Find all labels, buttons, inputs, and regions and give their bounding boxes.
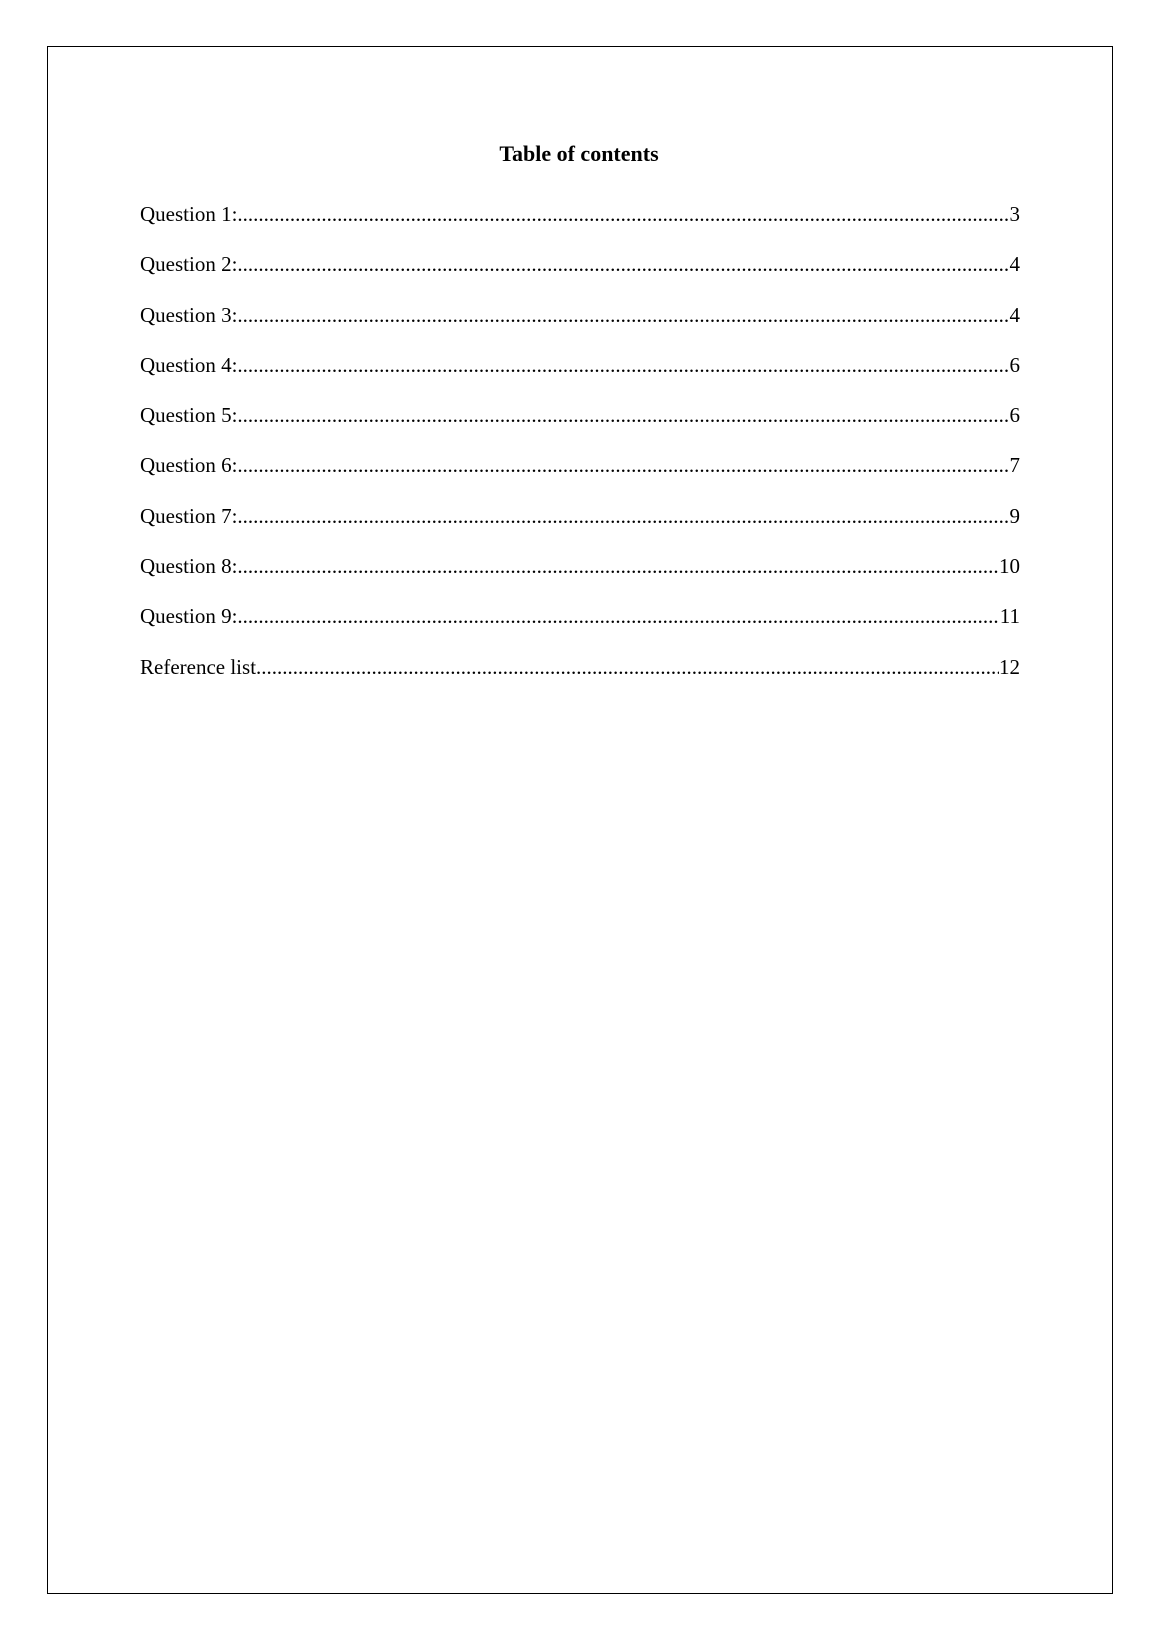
toc-entry-label: Question 2:	[140, 252, 238, 277]
toc-entry-question-9[interactable]	[140, 601, 1020, 651]
toc-entry-question-2[interactable]	[140, 249, 1020, 299]
toc-entry-label: Reference list	[140, 654, 257, 679]
toc-entry-question-8[interactable]	[140, 551, 1020, 601]
toc-entry-reference-list[interactable]	[140, 652, 1020, 702]
toc-entry-page-number: 12	[999, 654, 1020, 679]
toc-dot-leader	[237, 350, 1009, 380]
toc-entry-question-6[interactable]	[140, 450, 1020, 500]
toc-title: Table of contents	[499, 141, 659, 166]
toc-entry-page-number: 6	[1009, 352, 1020, 377]
toc-dot-leader	[237, 450, 1009, 480]
toc-entry-question-3[interactable]	[140, 300, 1020, 350]
toc-entry-label: Question 7:	[140, 503, 238, 528]
toc-entry-label: Question 4:	[140, 352, 238, 377]
toc-entry-question-1[interactable]	[140, 199, 1020, 249]
toc-dot-leader	[237, 501, 1009, 531]
toc-entry-page-number: 9	[1009, 503, 1020, 528]
toc-entry-page-number: 7	[1009, 453, 1020, 478]
toc-entry-label: Question 3:	[140, 302, 238, 327]
toc-entry-page-number: 6	[1009, 403, 1020, 428]
toc-entry-page-number: 10	[999, 554, 1020, 579]
toc-entry-page-number: 3	[1009, 202, 1020, 226]
toc-entry-question-5[interactable]	[140, 400, 1020, 450]
toc-entry-label: Question 8:	[140, 554, 238, 579]
toc-dot-leader	[256, 652, 999, 682]
toc-entry-label: Question 6:	[140, 453, 238, 478]
toc-entry-page-number: 11	[999, 604, 1020, 629]
toc-dot-leader	[237, 551, 999, 581]
toc-list	[140, 199, 1020, 702]
toc-dot-leader	[237, 249, 1009, 279]
toc-dot-leader	[237, 601, 999, 631]
toc-dot-leader	[237, 199, 1009, 229]
toc-entry-label: Question 9:	[140, 604, 238, 629]
toc-entry-page-number: 4	[1009, 252, 1020, 277]
toc-dot-leader	[237, 300, 1009, 330]
toc-entry-question-4[interactable]	[140, 350, 1020, 400]
toc-entry-label: Question 5:	[140, 403, 238, 428]
toc-entry-label: Question 1:	[140, 202, 238, 226]
toc-entry-page-number: 4	[1009, 302, 1020, 327]
toc-dot-leader	[237, 400, 1009, 430]
toc-entry-question-7[interactable]	[140, 501, 1020, 551]
